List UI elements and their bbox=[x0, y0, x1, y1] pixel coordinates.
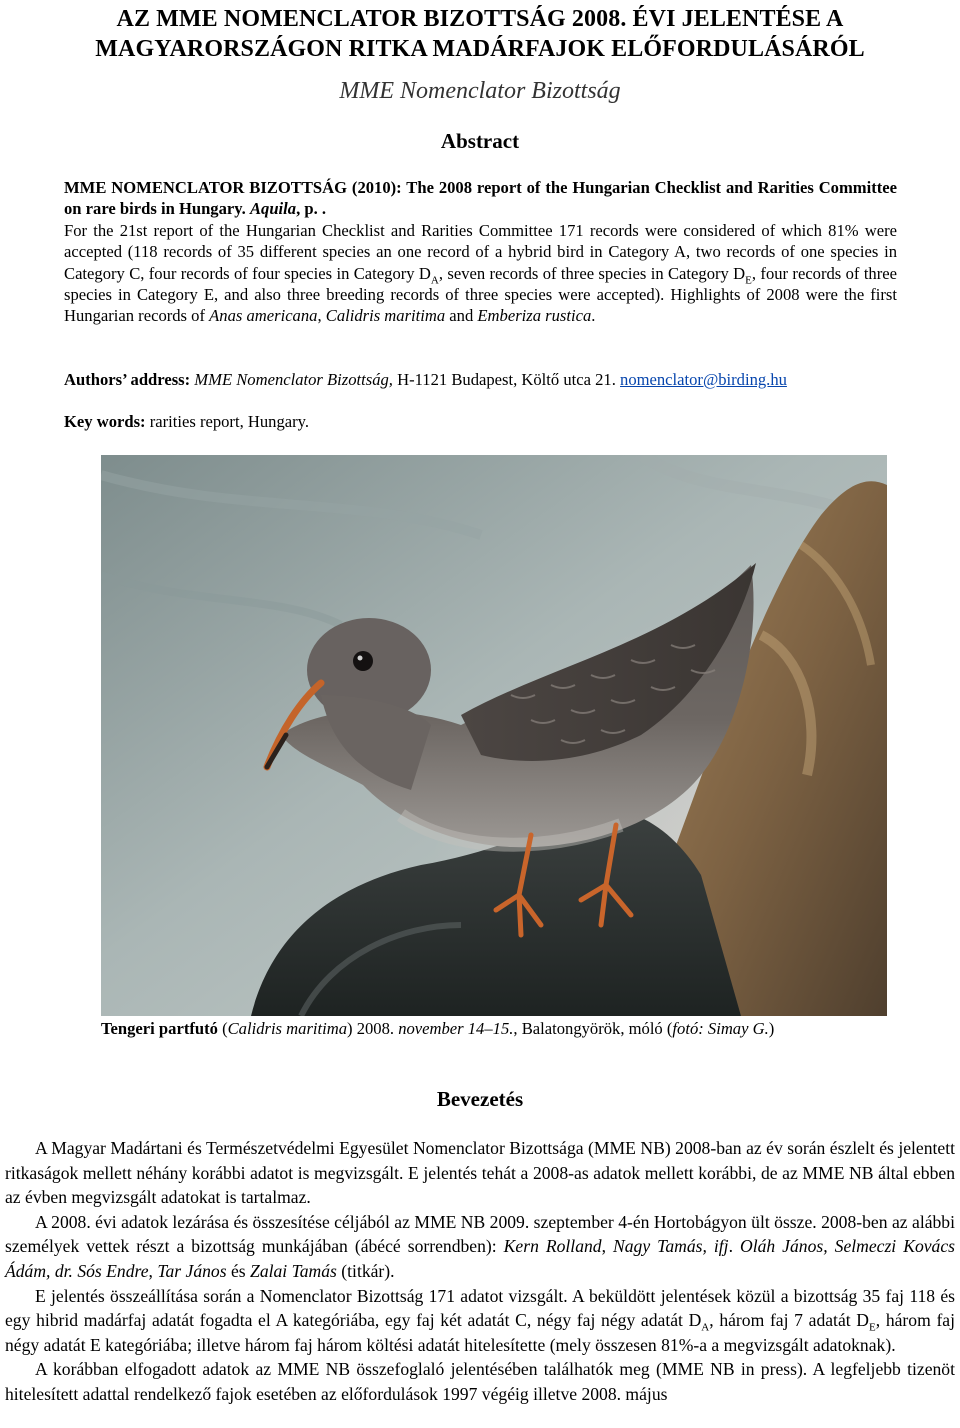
p2-sep-3: , bbox=[148, 1260, 158, 1281]
p3-text-2: , három faj 7 adatát D bbox=[709, 1310, 870, 1331]
caption-place: , Balatongyörök, móló ( bbox=[513, 1019, 673, 1038]
abstract-text-3: , four records of three species in Category E, and also three breeding records of three species were accepted). Highlights of 2008 were the first Hungarian records of bbox=[64, 263, 897, 326]
purple-sandpiper-image bbox=[101, 455, 887, 1016]
p3-text-1: E jelentés összeállítása során a Nomenclator Bizottság 171 adatot vizsgált. A beküldött jelentések közül a bizottság 35 faj 118 és egy hibrid madárfaj adatát fogadta el A kategóriába, egy faj két adatát C, négy faj négy adatát D bbox=[5, 1285, 955, 1331]
caption-year: ) 2008. bbox=[347, 1019, 399, 1038]
caption-paren-close: ) bbox=[768, 1019, 775, 1038]
abstract-text-2: , seven records of three species in Category D bbox=[438, 263, 746, 283]
bird-photo bbox=[101, 455, 887, 1016]
member-3: Oláh János, Selmeczi Kovács Ádám, dr. Sós Endre bbox=[5, 1236, 956, 1281]
cite-journal: Aquila bbox=[249, 199, 297, 219]
body-text bbox=[5, 1136, 955, 1407]
paragraph-3 bbox=[5, 1284, 955, 1358]
period: . bbox=[591, 306, 596, 326]
keywords bbox=[64, 411, 897, 432]
email-link[interactable]: nomenclator@birding.hu bbox=[620, 370, 787, 389]
member-2: Nagy Tamás, ifj bbox=[613, 1236, 729, 1257]
p2-sep-4: és bbox=[226, 1260, 251, 1281]
title-line-2: MAGYARORSZÁGON RITKA MADÁRFAJOK ELŐFORDULÁSÁRÓL bbox=[95, 36, 865, 62]
caption-date: november 14–15. bbox=[398, 1019, 514, 1038]
cite-org2-first: B bbox=[244, 178, 261, 197]
paragraph-2 bbox=[5, 1210, 955, 1284]
keywords-text: rarities report, Hungary. bbox=[145, 412, 309, 431]
caption-species: Calidris maritima bbox=[227, 1019, 348, 1038]
address-street: H-1121 Budapest, Költő utca 21. bbox=[392, 370, 621, 389]
species-emberiza: Emberiza rustica bbox=[477, 306, 592, 326]
abstract-heading: Abstract bbox=[440, 129, 520, 153]
species-anas: Anas americana bbox=[209, 306, 318, 326]
paragraph-4: A korábban elfogadott adatok az MME NB összefoglaló jelentésében találhatók meg (MME NB in press). A legfeljebb tizenöt hitelesített adattal rendelkező fajok esetében az előfordulások 1997 végéig illetve 2008. május bbox=[5, 1359, 955, 1404]
p2-end: (titkár). bbox=[336, 1260, 395, 1281]
citation bbox=[64, 177, 897, 220]
subscript-a: A bbox=[430, 273, 439, 286]
title-line-1: AZ MME NOMENCLATOR BIZOTTSÁG 2008. ÉVI JELENTÉSE A bbox=[116, 6, 844, 32]
photo-caption bbox=[101, 1018, 891, 1039]
separator: , bbox=[317, 306, 326, 326]
caption-paren-open: ( bbox=[217, 1019, 228, 1038]
address-org: MME Nomenclator Bizottság, bbox=[190, 370, 393, 389]
cite-org1-first: MME N bbox=[64, 178, 124, 197]
cite-tail: , p. . bbox=[296, 199, 327, 219]
section-heading: Bevezetés bbox=[436, 1087, 524, 1111]
member-1: Kern Rolland bbox=[503, 1236, 602, 1257]
keywords-label: Key words: bbox=[64, 412, 146, 431]
subscript-e: E bbox=[745, 273, 752, 286]
p3-subscript-a: A bbox=[701, 1321, 710, 1334]
p3-subscript-e: E bbox=[869, 1321, 876, 1334]
paragraph-1: A Magyar Madártani és Természetvédelmi Egyesület Nomenclator Bizottsága (MME NB) 2008-ban az év során észlelt és jelentett ritkaságok mellett néhány korábbi adatot is megvizsgált. E jelentés tehát a 2008-as adatok mellett korábbi, de az MME NB által ebben az évben megvizsgált adatokat is tartalmaz. bbox=[5, 1138, 955, 1208]
abstract-text-1: For the 21st report of the Hungarian Checklist and Rarities Committee 171 records were considered of which 81% were accepted (118 records of 35 different species an one record of a hybrid bird in Category A, two records of one species in Category C, four records of four species in Category D bbox=[64, 221, 897, 283]
cite-org1-rest: OMENCLATOR bbox=[123, 178, 245, 197]
cite-text: (2010): The 2008 report of the Hungarian Checklist and Rarities Committee on rare birds in Hungary. bbox=[64, 178, 898, 219]
cite-org2-rest: IZOTTSÁG bbox=[260, 178, 348, 197]
p2-sep-2: . bbox=[728, 1236, 740, 1257]
member-4: Tar János bbox=[157, 1260, 227, 1281]
conjunction: and bbox=[445, 306, 478, 326]
author-line: MME Nomenclator Bizottság bbox=[339, 78, 621, 104]
species-calidris: Calidris maritima bbox=[325, 306, 446, 326]
p2-sep-1: , bbox=[601, 1236, 614, 1257]
p3-text-3: , három faj négy adatát E kategóriába; illetve három faj három költési adatát hitelesítette (mely összesen 81%-a a megvizsgált adatoknak). bbox=[5, 1310, 955, 1355]
p2-text: A 2008. évi adatok lezárása és összesítése céljából az MME NB 2009. szeptember 4-én Hortobágyon ült össze. 2008-ben az alábbi személyek vettek részt a bizottság munkájában (ábécé sorrendben): bbox=[5, 1211, 955, 1257]
authors-address bbox=[64, 369, 897, 390]
address-label: Authors’ address: bbox=[64, 370, 191, 389]
caption-credit: fotó: Simay G. bbox=[672, 1019, 769, 1038]
abstract-body bbox=[64, 220, 897, 326]
caption-common-name: Tengeri partfutó bbox=[101, 1019, 218, 1038]
member-5: Zalai Tamás bbox=[250, 1260, 337, 1281]
